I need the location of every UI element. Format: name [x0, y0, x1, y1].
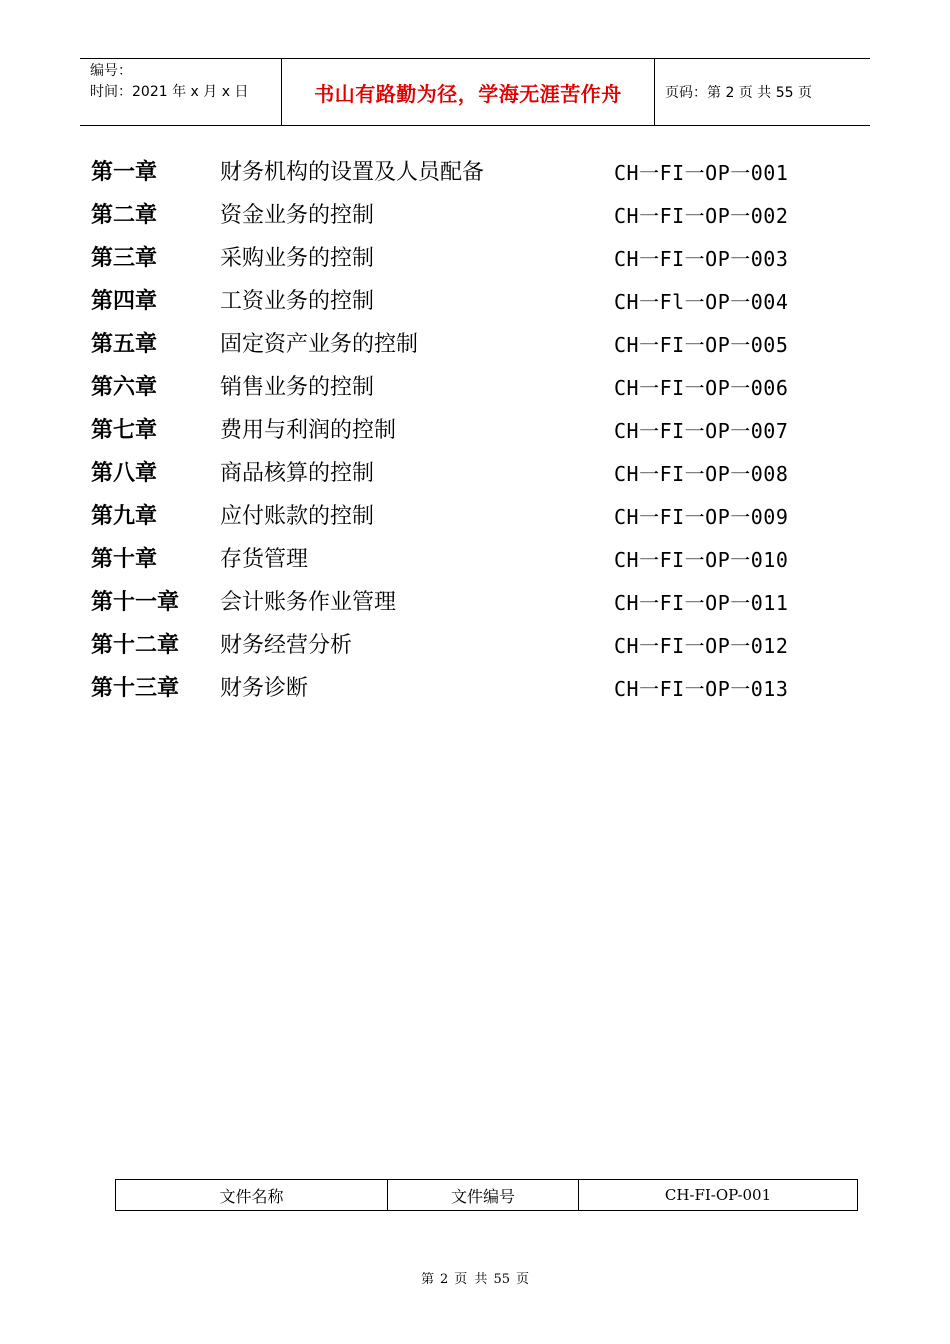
toc-chapter-code: CH一FI一OP一013	[614, 677, 789, 701]
toc-chapter-code: CH一FI一OP一005	[614, 333, 789, 357]
toc-chapter-code: CH一FI一OP一003	[614, 247, 789, 271]
toc-chapter-title: 会计账务作业管理	[220, 590, 397, 615]
file-name-label: 文件名称	[116, 1180, 388, 1210]
toc-chapter-title: 费用与利润的控制	[220, 418, 397, 443]
document-header	[80, 58, 870, 126]
toc-row	[91, 585, 851, 628]
page-footer	[0, 1268, 950, 1287]
toc-chapter-title: 存货管理	[220, 547, 309, 572]
toc-row	[91, 284, 851, 327]
toc-chapter-label: 第八章	[91, 461, 158, 486]
toc-chapter-code: CH一FI一OP一012	[614, 634, 789, 658]
file-info-table	[115, 1179, 858, 1211]
toc-chapter-code: CH一FI一OP一011	[614, 591, 789, 615]
toc-row	[91, 671, 851, 714]
page-footer-mid: 页 共	[454, 1272, 488, 1287]
toc-chapter-title: 财务诊断	[220, 676, 309, 701]
toc-row	[91, 370, 851, 413]
toc-chapter-code: CH一FI一OP一007	[614, 419, 789, 443]
toc-chapter-label: 第十一章	[91, 590, 180, 615]
toc-chapter-title: 商品核算的控制	[220, 461, 375, 486]
page-footer-current: 2	[440, 1272, 449, 1287]
page-footer-suffix: 页	[515, 1272, 529, 1287]
toc-chapter-code: CH一Fl一OP一004	[614, 290, 789, 314]
table-of-contents	[91, 155, 851, 714]
toc-chapter-title: 工资业务的控制	[220, 289, 375, 314]
file-number-label: 文件编号	[388, 1180, 579, 1210]
toc-chapter-label: 第二章	[91, 203, 158, 228]
toc-chapter-code: CH一FI一OP一006	[614, 376, 789, 400]
page-footer-prefix: 第	[421, 1272, 435, 1287]
toc-row	[91, 413, 851, 456]
page-footer-total: 55	[493, 1272, 510, 1287]
date-label: 时间：2021 年 x 月 x 日	[90, 84, 249, 100]
toc-row	[91, 456, 851, 499]
serial-label: 编号：	[90, 63, 132, 79]
toc-chapter-title: 资金业务的控制	[220, 203, 375, 228]
toc-chapter-title: 固定资产业务的控制	[220, 332, 419, 357]
toc-chapter-label: 第四章	[91, 289, 158, 314]
header-motto: 书山有路勤为径，学海无涯苦作舟	[281, 59, 655, 125]
toc-chapter-code: CH一FI一OP一008	[614, 462, 789, 486]
toc-chapter-label: 第七章	[91, 418, 158, 443]
file-number-value: CH-FI-OP-001	[664, 1186, 772, 1204]
toc-row	[91, 241, 851, 284]
toc-row	[91, 327, 851, 370]
toc-row	[91, 628, 851, 671]
toc-chapter-label: 第五章	[91, 332, 158, 357]
toc-chapter-label: 第十三章	[91, 676, 180, 701]
toc-chapter-label: 第十章	[91, 547, 158, 572]
toc-chapter-code: CH一FI一OP一002	[614, 204, 789, 228]
toc-chapter-code: CH一FI一OP一010	[614, 548, 789, 572]
toc-row	[91, 542, 851, 585]
toc-chapter-code: CH一FI一OP一001	[614, 161, 789, 185]
toc-row	[91, 155, 851, 198]
toc-chapter-title: 应付账款的控制	[220, 504, 375, 529]
toc-row	[91, 198, 851, 241]
toc-chapter-label: 第十二章	[91, 633, 180, 658]
toc-chapter-title: 财务机构的设置及人员配备	[220, 160, 485, 185]
header-page-info: 页码：第 2 页 共 55 页	[665, 85, 812, 101]
toc-chapter-label: 第六章	[91, 375, 158, 400]
header-meta	[80, 59, 281, 125]
toc-row	[91, 499, 851, 542]
toc-chapter-label: 第一章	[91, 160, 158, 185]
toc-chapter-title: 销售业务的控制	[220, 375, 375, 400]
toc-chapter-label: 第三章	[91, 246, 158, 271]
toc-chapter-title: 采购业务的控制	[220, 246, 375, 271]
toc-chapter-code: CH一FI一OP一009	[614, 505, 789, 529]
toc-chapter-title: 财务经营分析	[220, 633, 353, 658]
toc-chapter-label: 第九章	[91, 504, 158, 529]
